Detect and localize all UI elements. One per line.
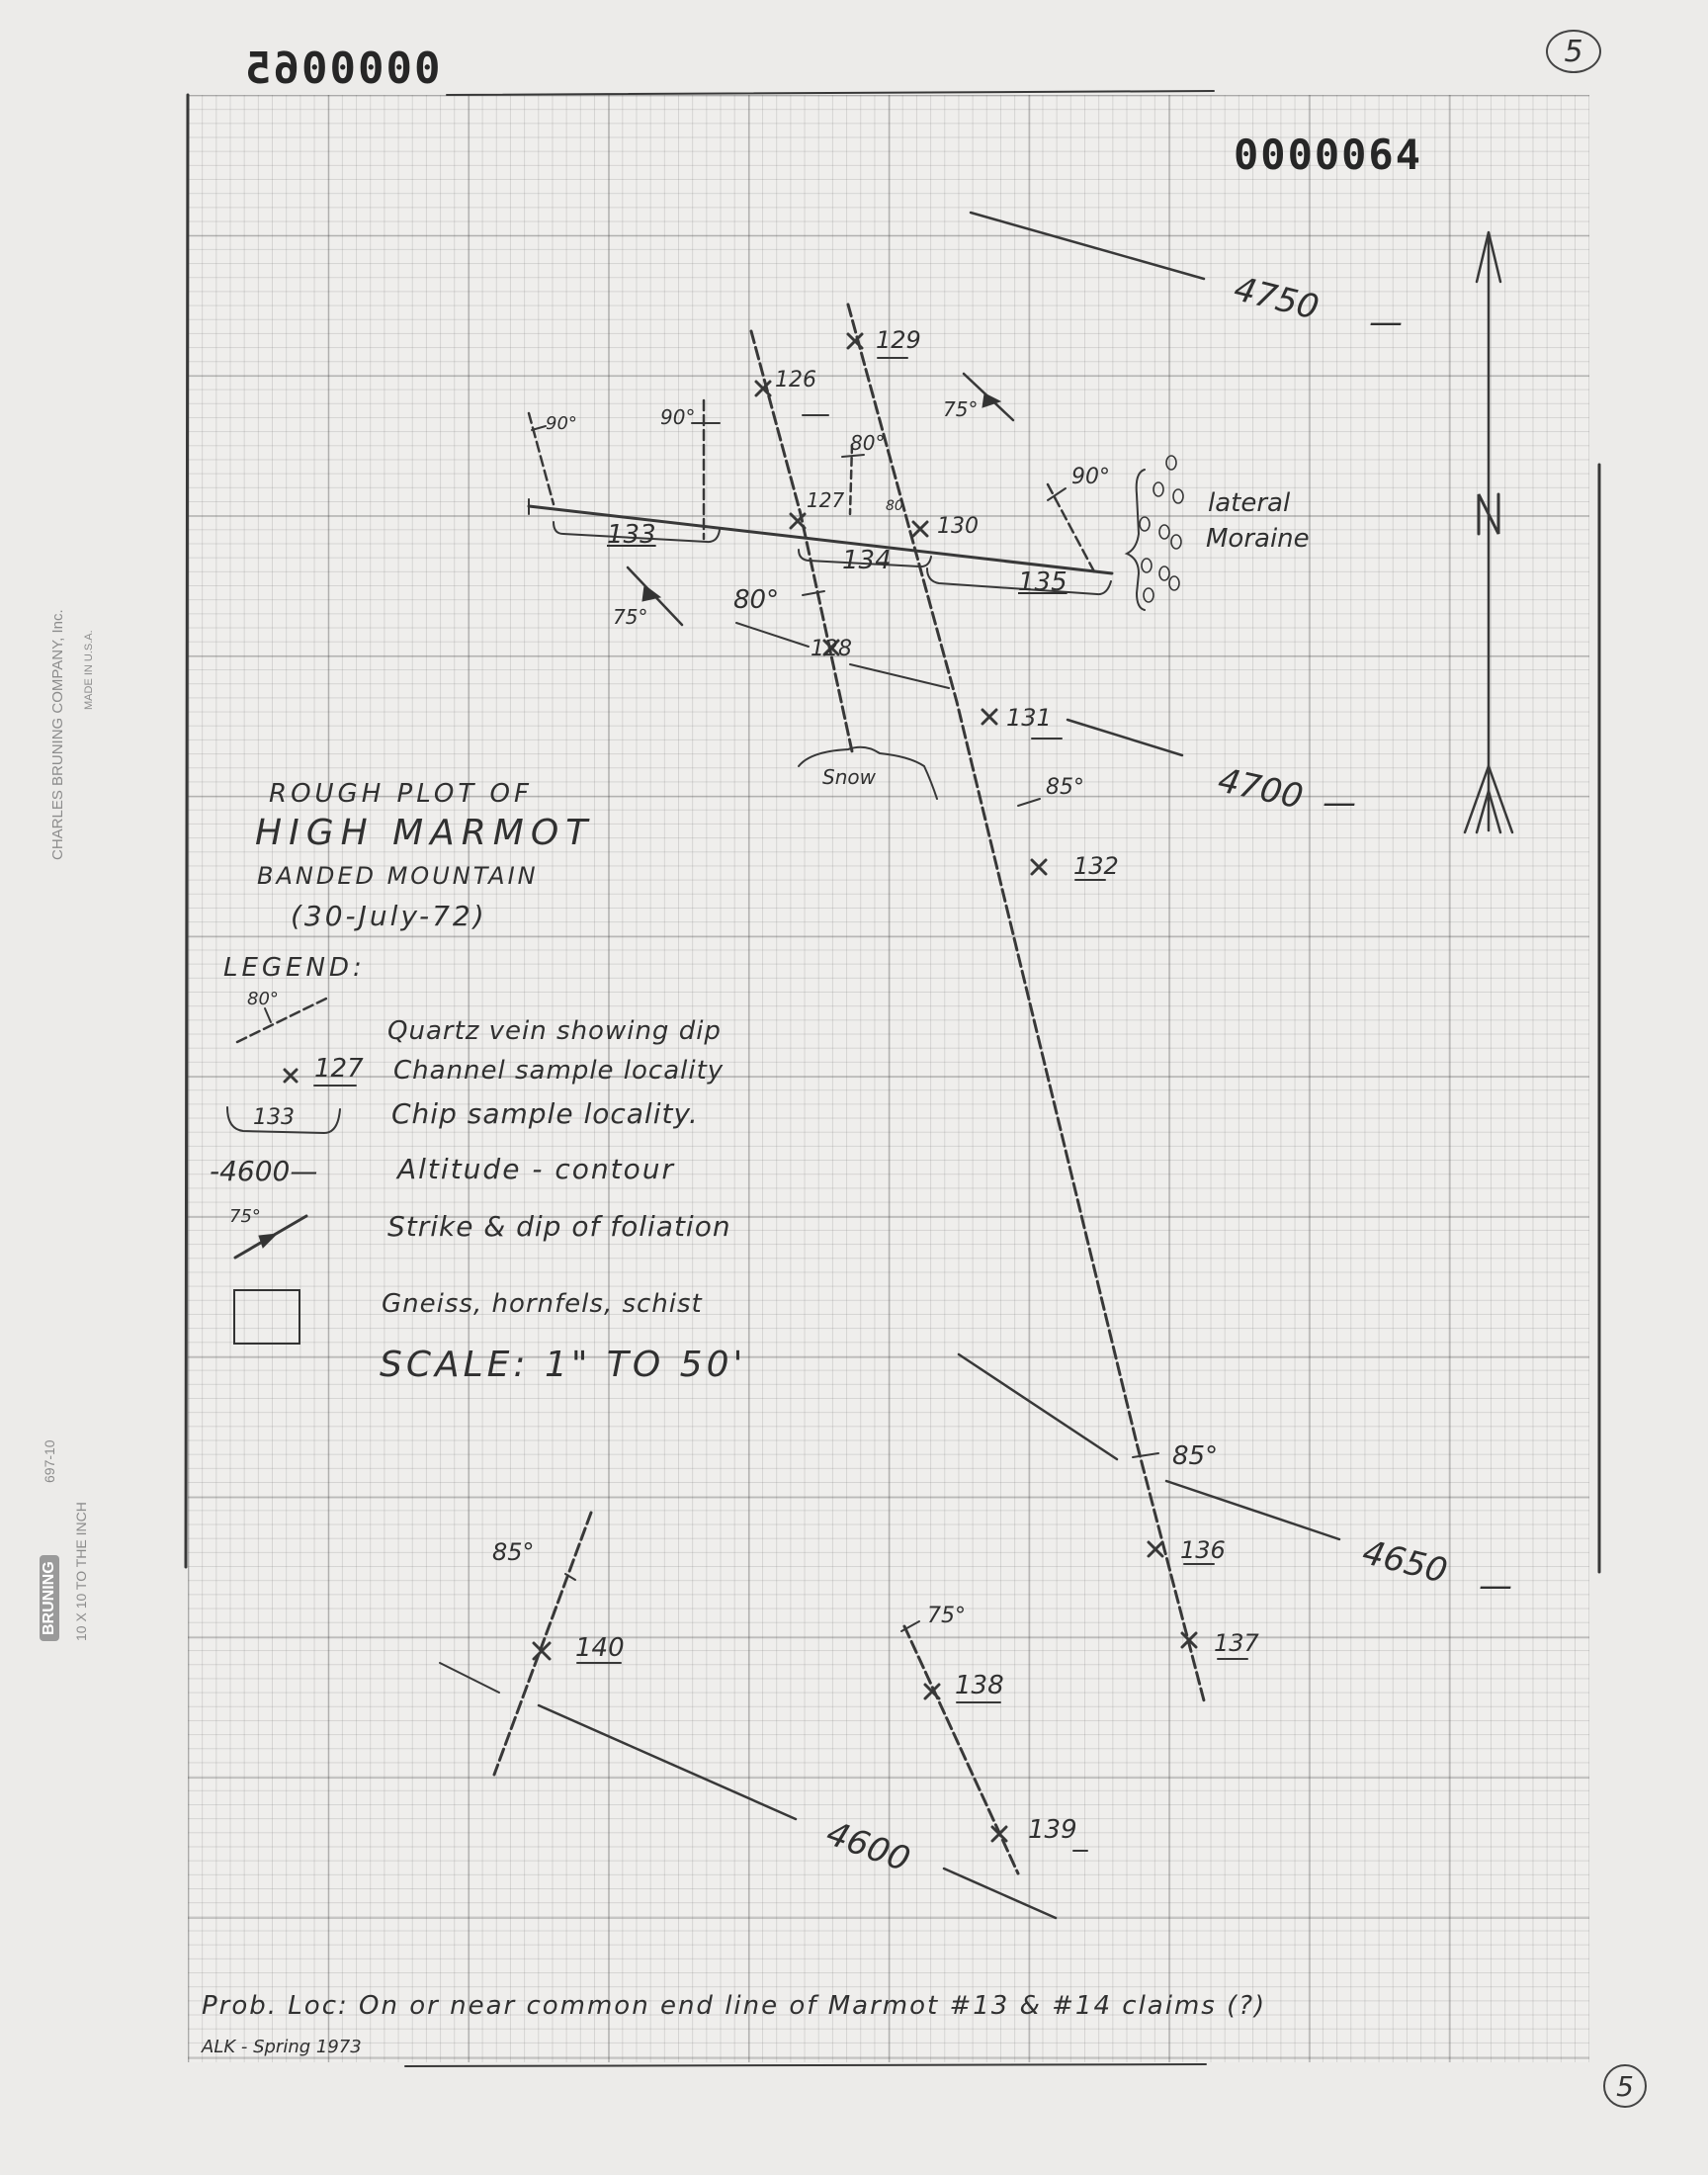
chip-label-135: 135: [1018, 567, 1068, 597]
sample-label-138: 138: [955, 1671, 1004, 1700]
vendor-brand-logo: BRUNING: [40, 1555, 59, 1641]
legend-channel-example: 127: [314, 1054, 364, 1084]
contour-label-4700: 4700: [1214, 760, 1307, 818]
moraine-bracket: [1127, 470, 1145, 610]
title-line-3: BANDED MOUNTAIN: [257, 862, 539, 890]
sample-label-139: 139: [1028, 1815, 1077, 1845]
vendor-made-in-text: MADE IN U.S.A.: [83, 630, 95, 710]
dip-label-85a: 85°: [1046, 775, 1084, 800]
mirrored-document-stamp: 0000065: [243, 44, 441, 94]
sample-label-137: 137: [1214, 1629, 1259, 1657]
moraine-boulders: [1140, 456, 1183, 602]
chip-label-134: 134: [842, 546, 892, 575]
footer-author: ALK - Spring 1973: [202, 2037, 362, 2057]
legend-foliation-example: 75°: [229, 1206, 261, 1227]
dip-label-90a: 90°: [546, 413, 577, 434]
dip-label-75b: 75°: [613, 605, 648, 629]
sample-label-128: 128: [811, 637, 852, 661]
stamp-underline: [447, 91, 1214, 95]
contour-line-4600-east: [944, 1869, 1056, 1918]
legend-chip-example: 133: [253, 1105, 295, 1130]
vendor-form-number: 697-10: [42, 1439, 57, 1483]
page-number-top: 5: [1546, 30, 1601, 73]
dip-label-90c: 90°: [1071, 465, 1110, 489]
moraine-label-line1: lateral: [1208, 488, 1291, 518]
contour-dash-4650: —: [1479, 1566, 1512, 1606]
vendor-company-text: CHARLES BRUNING COMPANY, Inc.: [49, 609, 66, 860]
legend-item-foliation: Strike & dip of foliation: [387, 1210, 731, 1243]
quartz-vein-90c: [1048, 484, 1095, 573]
legend-heading: LEGEND:: [223, 953, 366, 983]
dip-label-80c: 80°: [733, 585, 780, 615]
contour-line-4750: [971, 213, 1204, 279]
dip-label-80b: 80: [886, 498, 903, 514]
vendor-grid-spec: 10 X 10 TO THE INCH: [73, 1502, 89, 1641]
chip-label-133: 133: [607, 520, 656, 550]
legend-contour-value: 4600: [219, 1155, 291, 1187]
contour-dash-4750: —: [1369, 303, 1403, 342]
title-line-4: (30-July-72): [291, 900, 487, 932]
dip-label-80a: 80°: [850, 431, 886, 455]
contour-line-4700-west: [736, 623, 809, 647]
sample-label-131: 131: [1006, 704, 1052, 732]
contour-line-4700-mid: [850, 664, 949, 688]
contour-label-4750: 4750: [1230, 269, 1324, 328]
sample-label-136: 136: [1180, 1536, 1226, 1564]
sample-label-126: 126: [775, 368, 816, 392]
dip-label-85c: 85°: [492, 1538, 535, 1566]
legend-vein-dip-example: 80°: [247, 989, 279, 1009]
contour-dash-4700: —: [1323, 783, 1356, 823]
document-stamp: 0000064: [1234, 130, 1423, 179]
legend-channel-x: [285, 1070, 297, 1082]
sample-label-140: 140: [575, 1633, 625, 1663]
dip-label-90b: 90°: [660, 405, 696, 429]
title-line-2: HIGH MARMOT: [255, 813, 595, 853]
sample-label-132: 132: [1073, 852, 1119, 880]
contour-line-4700: [1068, 720, 1182, 755]
footer-location-note: Prob. Loc: On or near common end line of Marmot #13 & #14 claims (?): [202, 1991, 1267, 2021]
contour-line-4600: [539, 1705, 796, 1819]
legend-item-contour: Altitude - contour: [397, 1153, 675, 1185]
dip-label-85b: 85°: [1172, 1441, 1219, 1471]
snow-label: Snow: [822, 765, 876, 789]
legend-item-chip-sample: Chip sample locality.: [391, 1097, 699, 1130]
contour-line-4600-west: [440, 1663, 499, 1693]
sample-label-127: 127: [807, 488, 845, 512]
moraine-label-line2: Moraine: [1206, 524, 1310, 554]
dip-label-75a: 75°: [943, 397, 979, 421]
legend-item-channel-sample: Channel sample locality: [393, 1056, 725, 1086]
contour-line-4650-west: [959, 1354, 1117, 1459]
legend-item-rock-unit: Gneiss, hornfels, schist: [382, 1289, 703, 1319]
title-line-1: ROUGH PLOT OF: [269, 779, 533, 809]
legend-scale: SCALE: 1" TO 50': [380, 1345, 747, 1385]
sample-label-130: 130: [937, 514, 979, 539]
page-number-bottom: 5: [1603, 2064, 1647, 2108]
contour-label-4650: 4650: [1358, 1532, 1452, 1592]
contour-line-4650: [1166, 1481, 1339, 1539]
legend-contour-example: -4600—: [210, 1155, 318, 1187]
sample-label-129: 129: [876, 326, 921, 354]
contour-label-4600: 4600: [820, 1813, 915, 1880]
left-margin-line: [186, 95, 188, 1567]
dip-label-75c: 75°: [927, 1604, 966, 1628]
legend-rock-unit-box: [233, 1289, 300, 1345]
legend-item-quartz-vein: Quartz vein showing dip: [387, 1016, 722, 1046]
